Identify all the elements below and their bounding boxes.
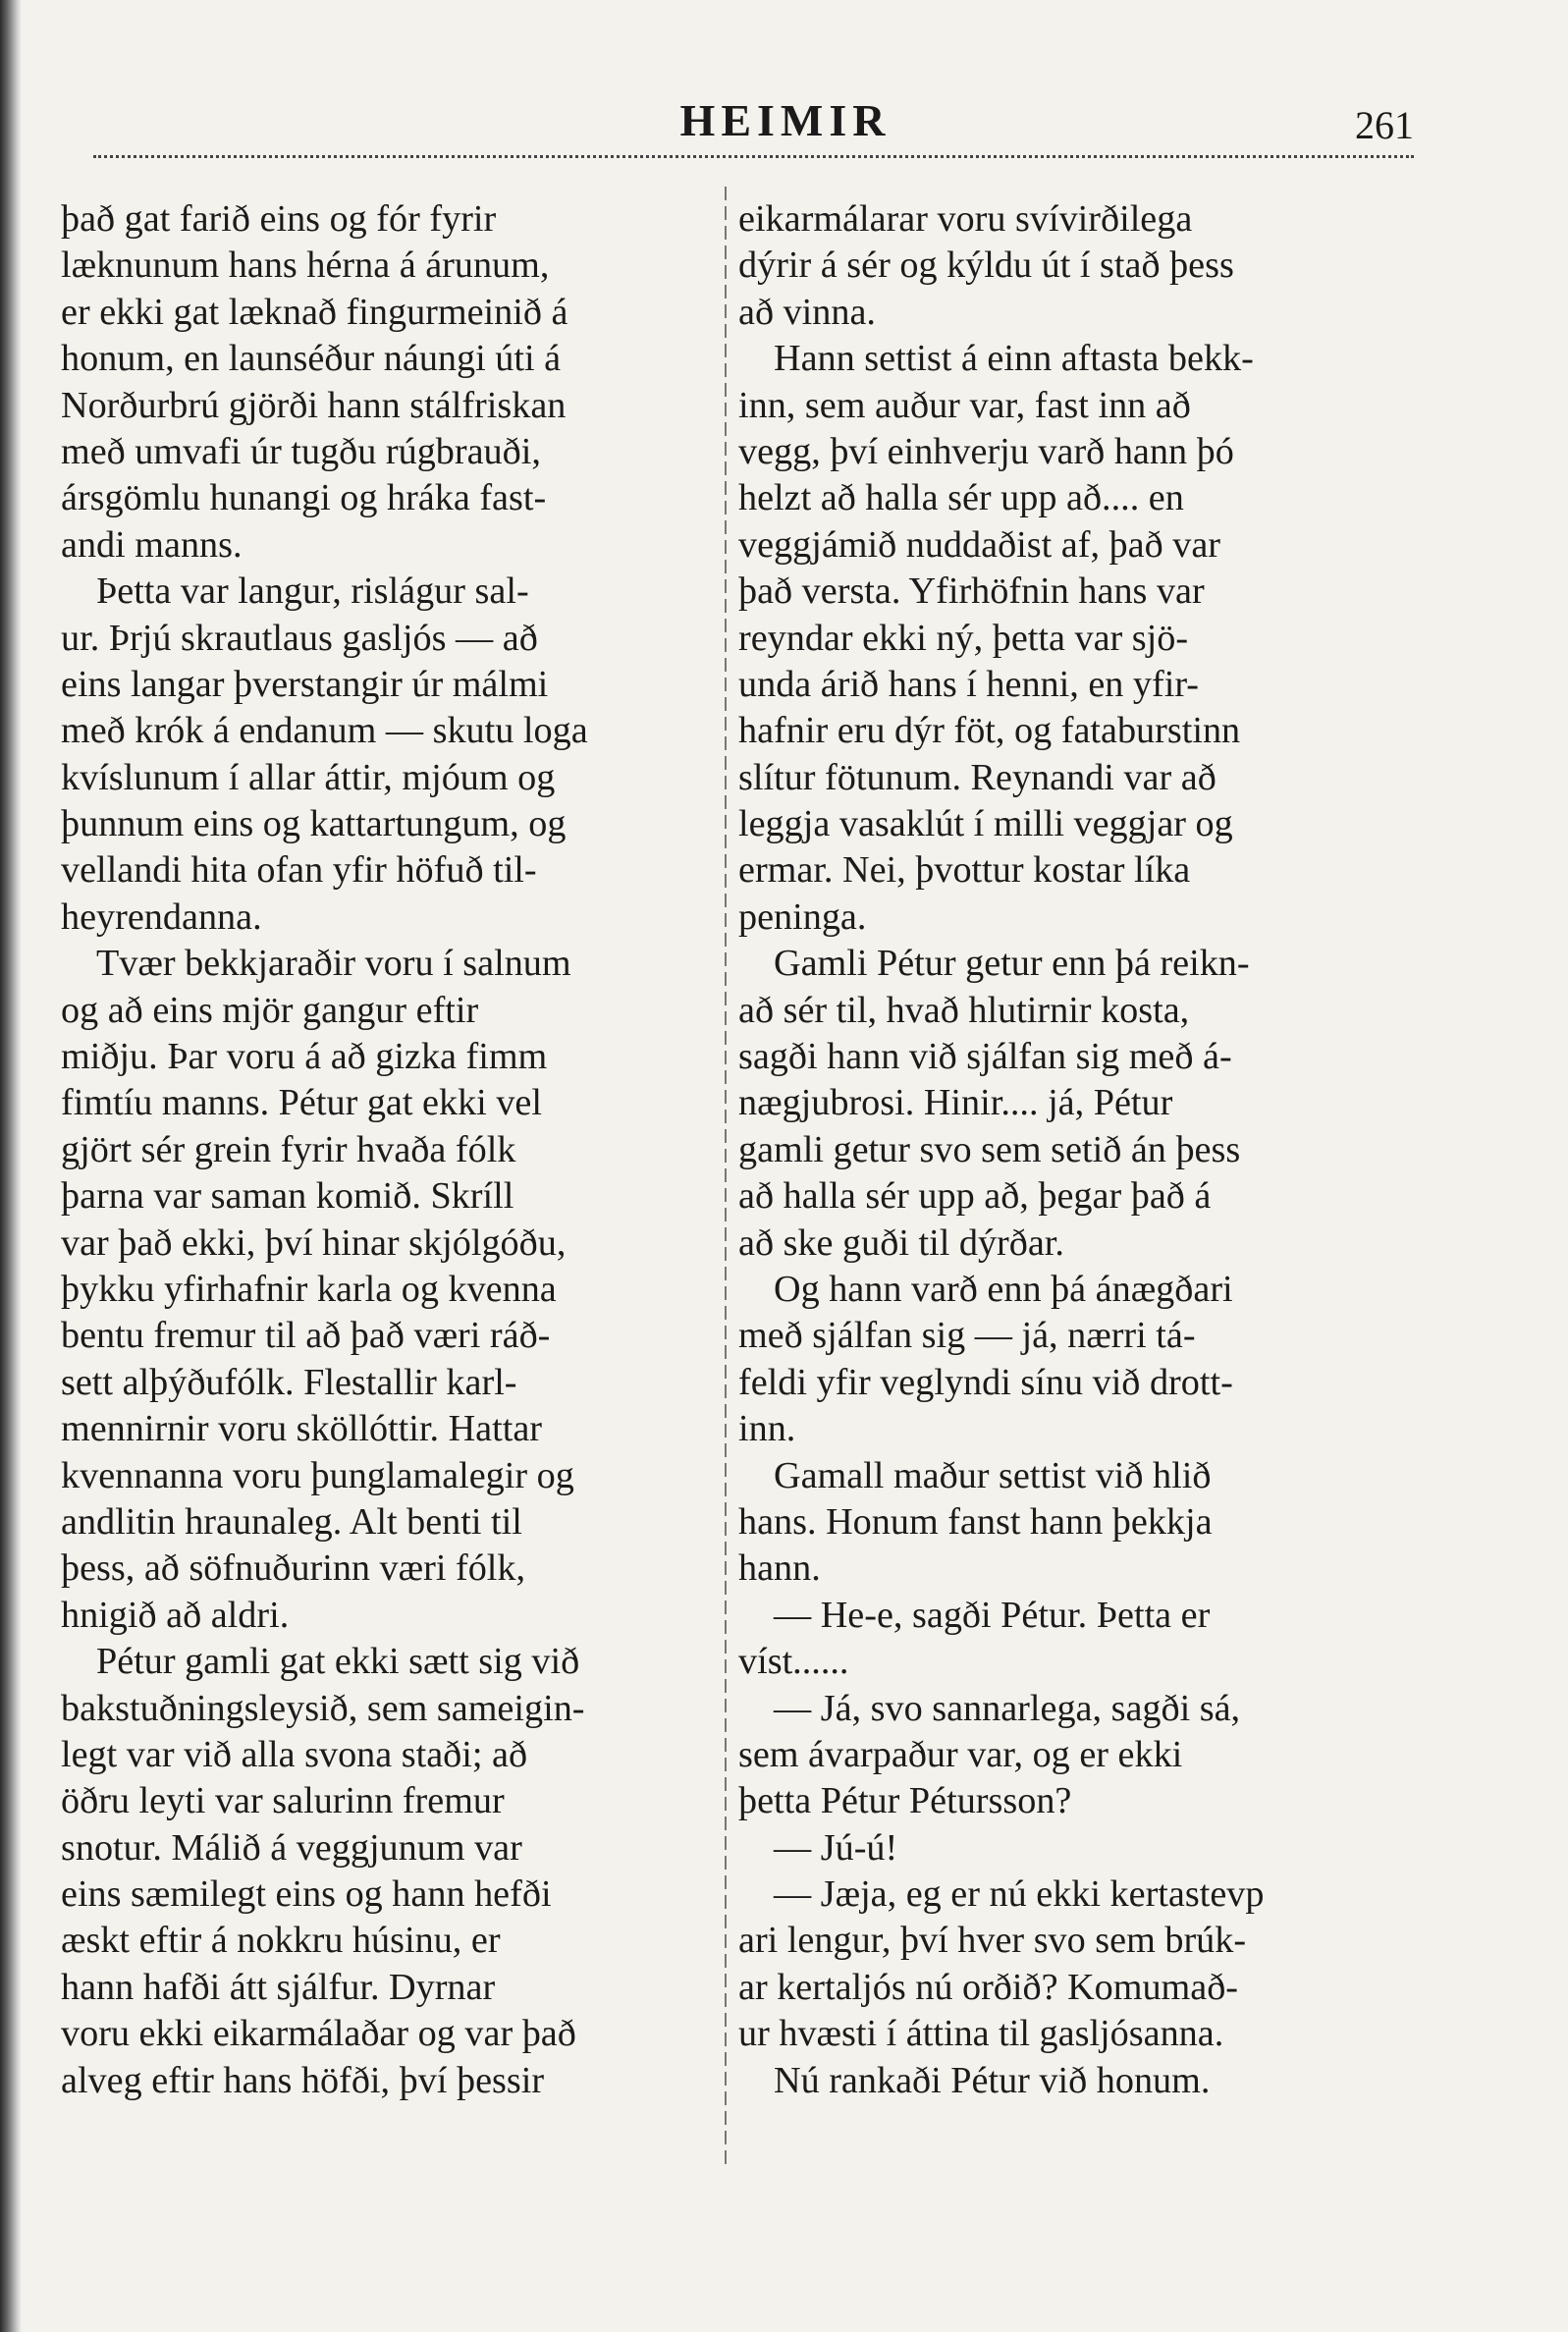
text-line: þarna var saman komið. Skríll xyxy=(61,1175,514,1218)
text-line: víst...... xyxy=(738,1641,849,1683)
text-line: er ekki gat læknað fingurmeinið á xyxy=(61,291,568,333)
text-line: mennirnir voru sköllóttir. Hattar xyxy=(61,1408,542,1450)
page-header xyxy=(88,94,1414,153)
text-line: alveg eftir hans höfði, því þessir xyxy=(61,2059,545,2101)
text-line: reyndar ekki ný, þetta var sjö- xyxy=(738,617,1189,659)
text-line: ur. Þrjú skrautlaus gasljós — að xyxy=(61,617,538,659)
text-line: þykku yfirhafnir karla og kvenna xyxy=(61,1268,557,1310)
text-line: þess, að söfnuðurinn væri fólk, xyxy=(61,1547,526,1590)
text-line: Og hann varð enn þá ánægðari xyxy=(774,1268,1233,1310)
text-line: — Jæja, eg er nú ekki kertastevp xyxy=(774,1873,1265,1916)
text-line: feldi yfir veglyndi sínu við drott- xyxy=(738,1361,1233,1403)
text-line: hann hafði átt sjálfur. Dyrnar xyxy=(61,1966,496,2008)
text-line: þetta Pétur Pétursson? xyxy=(738,1780,1072,1822)
text-line: Norðurbrú gjörði hann stálfriskan xyxy=(61,384,567,426)
text-line: fimtíu manns. Pétur gat ekki vel xyxy=(61,1082,542,1124)
column-divider xyxy=(725,187,727,2170)
text-line: með krók á endanum — skutu loga xyxy=(61,710,588,752)
text-line: Hann settist á einn aftasta bekk- xyxy=(774,338,1254,380)
text-line: honum, en launséður náungi úti á xyxy=(61,338,562,380)
text-line: sem ávarpaður var, og er ekki xyxy=(738,1733,1183,1775)
text-line: sagði hann við sjálfan sig með á- xyxy=(738,1036,1232,1078)
text-line: — Já, svo sannarlega, sagði sá, xyxy=(774,1687,1241,1729)
text-line: sett alþýðufólk. Flestallir karl- xyxy=(61,1361,517,1403)
text-line: gjört sér grein fyrir hvaða fólk xyxy=(61,1128,516,1170)
text-line: að vinna. xyxy=(738,291,876,333)
text-line: leggja vasaklút í milli veggjar og xyxy=(738,803,1233,845)
text-line: slítur fötunum. Reynandi var að xyxy=(738,756,1217,798)
text-line: kvennanna voru þunglamalegir og xyxy=(61,1454,574,1496)
text-line: helzt að halla sér upp að.... en xyxy=(738,477,1184,519)
text-line: hnigið að aldri. xyxy=(61,1594,290,1636)
text-line: Tvær bekkjaraðir voru í salnum xyxy=(96,943,571,985)
text-line: öðru leyti var salurinn fremur xyxy=(61,1780,505,1822)
left-text-column xyxy=(61,196,717,2104)
text-line: með umvafi úr tugðu rúgbrauði, xyxy=(61,430,541,472)
text-line: nægjubrosi. Hinir.... já, Pétur xyxy=(738,1082,1173,1124)
text-line: þunnum eins og kattartungum, og xyxy=(61,803,567,845)
text-line: hafnir eru dýr föt, og fataburstinn xyxy=(738,710,1241,752)
text-line: veggjámið nuddaðist af, það var xyxy=(738,523,1220,566)
text-line: og að eins mjör gangur eftir xyxy=(61,989,479,1031)
text-line: hans. Honum fanst hann þekkja xyxy=(738,1500,1213,1543)
text-line: unda árið hans í henni, en yfir- xyxy=(738,663,1200,705)
text-line: æskt eftir á nokkru húsinu, er xyxy=(61,1920,501,1962)
text-line: vellandi hita ofan yfir höfuð til- xyxy=(61,849,537,892)
text-line: — He-e, sagði Pétur. Þetta er xyxy=(774,1594,1211,1636)
text-line: eikarmálarar voru svívirðilega xyxy=(738,198,1193,240)
text-line: Nú rankaði Pétur við honum. xyxy=(774,2059,1211,2101)
text-line: ari lengur, því hver svo sem brúk- xyxy=(738,1920,1247,1962)
text-line: peninga. xyxy=(738,895,867,938)
text-line: það gat farið eins og fór fyrir xyxy=(61,198,497,240)
text-line: ur hvæsti í áttina til gasljósanna. xyxy=(738,2013,1224,2055)
text-line: voru ekki eikarmálaðar og var það xyxy=(61,2013,576,2055)
text-line: inn. xyxy=(738,1408,796,1450)
text-line: Pétur gamli gat ekki sætt sig við xyxy=(96,1641,580,1683)
text-line: bakstuðningsleysið, sem sameigin- xyxy=(61,1687,585,1729)
book-spine-shadow xyxy=(0,0,22,2332)
text-line: ársgömlu hunangi og hráka fast- xyxy=(61,477,547,519)
text-line: kvíslunum í allar áttir, mjóum og xyxy=(61,756,556,798)
text-line: var það ekki, því hinar skjólgóðu, xyxy=(61,1221,567,1264)
text-line: hann. xyxy=(738,1547,821,1590)
page-number: 261 xyxy=(1355,103,1414,147)
text-line: snotur. Málið á veggjunum var xyxy=(61,1826,522,1869)
text-line: andlitin hraunaleg. Alt benti til xyxy=(61,1500,522,1543)
text-line: legt var við alla svona staði; að xyxy=(61,1733,528,1775)
text-line: eins sæmilegt eins og hann hefði xyxy=(61,1873,552,1916)
text-line: það versta. Yfirhöfnin hans var xyxy=(738,570,1205,613)
text-line: — Jú-ú! xyxy=(774,1826,898,1869)
text-line: andi manns. xyxy=(61,523,243,566)
text-line: að halla sér upp að, þegar það á xyxy=(738,1175,1212,1218)
running-title: HEIMIR xyxy=(679,95,892,145)
text-line: heyrendanna. xyxy=(61,895,262,938)
right-text-column xyxy=(738,196,1394,2104)
text-line: læknunum hans hérna á árunum, xyxy=(61,244,550,287)
text-line: að ske guði til dýrðar. xyxy=(738,1221,1064,1264)
text-line: ar kertaljós nú orðið? Komumað- xyxy=(738,1966,1239,2008)
text-line: vegg, því einhverju varð hann þó xyxy=(738,430,1234,472)
text-line: eins langar þverstangir úr málmi xyxy=(61,663,549,705)
text-line: Gamall maður settist við hlið xyxy=(774,1454,1212,1496)
text-line: miðju. Þar voru á að gizka fimm xyxy=(61,1036,548,1078)
text-line: bentu fremur til að það væri ráð- xyxy=(61,1315,551,1357)
text-line: ermar. Nei, þvottur kostar líka xyxy=(738,849,1191,892)
text-line: dýrir á sér og kýldu út í stað þess xyxy=(738,244,1234,287)
text-line: inn, sem auður var, fast inn að xyxy=(738,384,1191,426)
text-line: að sér til, hvað hlutirnir kosta, xyxy=(738,989,1190,1031)
text-line: gamli getur svo sem setið án þess xyxy=(738,1128,1241,1170)
text-line: Gamli Pétur getur enn þá reikn- xyxy=(774,943,1250,985)
text-line: með sjálfan sig — já, nærri tá- xyxy=(738,1315,1196,1357)
header-rule xyxy=(93,147,1414,158)
text-line: Þetta var langur, rislágur sal- xyxy=(96,570,529,613)
